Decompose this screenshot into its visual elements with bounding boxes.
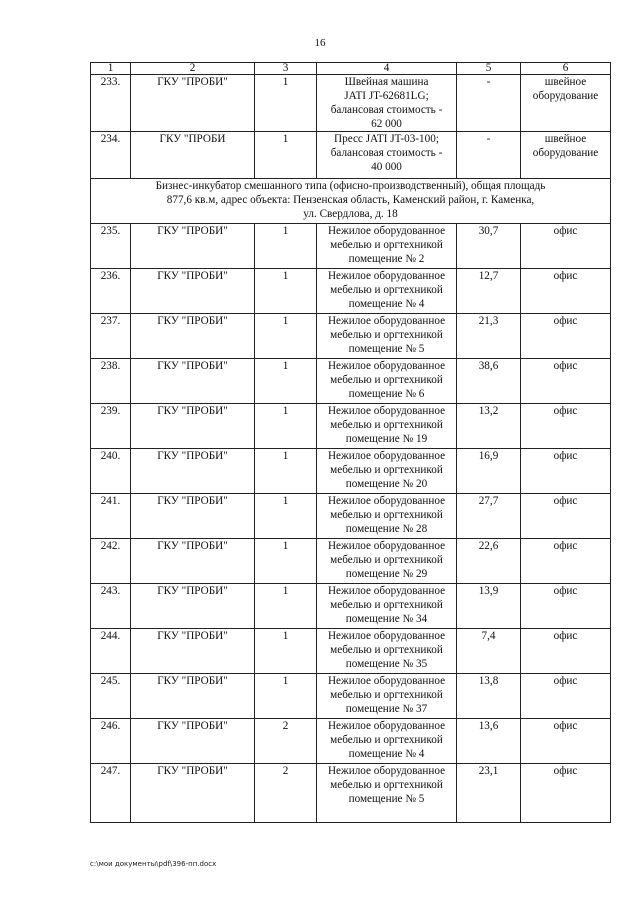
description-cell-line: Пресс JATI JT-03-100;	[334, 133, 439, 145]
row-number-cell: 236.	[91, 269, 131, 314]
purpose-cell	[521, 269, 611, 314]
description-cell	[317, 132, 457, 179]
purpose-cell	[521, 584, 611, 629]
section-title	[91, 179, 611, 224]
description-cell-line: Нежилое оборудованное	[327, 315, 446, 327]
description-cell-line: помещение № 2	[348, 253, 425, 265]
organization-cell: ГКУ "ПРОБИ"	[131, 719, 255, 764]
area-cell: 21,3	[457, 314, 521, 359]
table-row	[91, 75, 611, 132]
description-cell-line: Нежилое оборудованное	[327, 270, 446, 282]
description-cell	[317, 224, 457, 269]
organization-cell: ГКУ "ПРОБИ"	[131, 494, 255, 539]
header-cell: 6	[521, 63, 611, 75]
description-cell-line: мебелью и оргтехникой	[330, 509, 443, 521]
description-cell-line: помещение № 34	[345, 613, 428, 625]
quantity-cell: 1	[255, 584, 317, 629]
description-cell-line: помещение № 19	[345, 433, 428, 445]
purpose-cell-line: швейное	[544, 133, 587, 145]
purpose-cell-line: офис	[553, 675, 578, 687]
area-cell: -	[457, 75, 521, 132]
purpose-cell-line: офис	[553, 495, 578, 507]
header-cell: 3	[255, 63, 317, 75]
purpose-cell-line: оборудование	[532, 147, 599, 159]
organization-cell: ГКУ "ПРОБИ"	[131, 629, 255, 674]
description-cell-line: мебелью и оргтехникой	[330, 329, 443, 341]
purpose-cell-line: офис	[553, 270, 578, 282]
purpose-cell	[521, 132, 611, 179]
description-cell-line: помещение № 4	[348, 298, 425, 310]
area-cell: 13,6	[457, 719, 521, 764]
row-number-cell: 246.	[91, 719, 131, 764]
section-line: 877,6 кв.м, адрес объекта: Пензенская область, Каменский район, г. Каменка,	[166, 194, 535, 206]
header-cell: 1	[91, 63, 131, 75]
area-cell: -	[457, 132, 521, 179]
description-cell-line: Нежилое оборудованное	[327, 675, 446, 687]
purpose-cell	[521, 674, 611, 719]
area-cell: 27,7	[457, 494, 521, 539]
table-row	[91, 674, 611, 719]
purpose-cell-line: офис	[553, 765, 578, 777]
quantity-cell: 1	[255, 75, 317, 132]
table-row	[91, 314, 611, 359]
purpose-cell	[521, 539, 611, 584]
organization-cell: ГКУ "ПРОБИ"	[131, 764, 255, 823]
organization-cell: ГКУ "ПРОБИ"	[131, 449, 255, 494]
description-cell-line: помещение № 28	[345, 523, 428, 535]
purpose-cell-line: офис	[553, 450, 578, 462]
organization-cell: ГКУ "ПРОБИ"	[131, 359, 255, 404]
table-row	[91, 224, 611, 269]
description-cell-line: Нежилое оборудованное	[327, 630, 446, 642]
table-row	[91, 539, 611, 584]
purpose-cell	[521, 764, 611, 823]
description-cell	[317, 449, 457, 494]
property-table	[90, 62, 611, 823]
purpose-cell-line: офис	[553, 720, 578, 732]
purpose-cell	[521, 314, 611, 359]
description-cell-line: Нежилое оборудованное	[327, 495, 446, 507]
purpose-cell-line: офис	[553, 585, 578, 597]
description-cell-line: Нежилое оборудованное	[327, 765, 446, 777]
purpose-cell-line: швейное	[544, 76, 587, 88]
quantity-cell: 1	[255, 224, 317, 269]
description-cell-line: мебелью и оргтехникой	[330, 374, 443, 386]
purpose-cell-line: офис	[553, 405, 578, 417]
description-cell-line: помещение № 5	[348, 343, 425, 355]
description-cell-line: Швейная машина	[344, 76, 429, 88]
area-cell: 22,6	[457, 539, 521, 584]
row-number-cell: 247.	[91, 764, 131, 823]
description-cell-line: помещение № 5	[348, 793, 425, 805]
row-number-cell: 239.	[91, 404, 131, 449]
purpose-cell	[521, 359, 611, 404]
purpose-cell-line: офис	[553, 225, 578, 237]
quantity-cell: 1	[255, 359, 317, 404]
description-cell	[317, 314, 457, 359]
organization-cell: ГКУ "ПРОБИ"	[131, 314, 255, 359]
table-row	[91, 359, 611, 404]
row-number-cell: 233.	[91, 75, 131, 132]
description-cell-line: помещение № 6	[348, 388, 425, 400]
table-row	[91, 719, 611, 764]
description-cell-line: 62 000	[371, 118, 402, 130]
area-cell: 16,9	[457, 449, 521, 494]
area-cell: 38,6	[457, 359, 521, 404]
description-cell-line: балансовая стоимость -	[330, 147, 443, 159]
description-cell	[317, 584, 457, 629]
quantity-cell: 2	[255, 764, 317, 823]
description-cell-line: мебелью и оргтехникой	[330, 284, 443, 296]
organization-cell: ГКУ "ПРОБИ"	[131, 404, 255, 449]
row-number-cell: 242.	[91, 539, 131, 584]
description-cell	[317, 494, 457, 539]
description-cell	[317, 75, 457, 132]
area-cell: 12,7	[457, 269, 521, 314]
table-row	[91, 132, 611, 179]
table-row	[91, 629, 611, 674]
header-cell: 2	[131, 63, 255, 75]
description-cell-line: мебелью и оргтехникой	[330, 689, 443, 701]
description-cell-line: JATI JT-62681LG;	[344, 90, 429, 102]
description-cell-line: балансовая стоимость -	[330, 104, 443, 116]
quantity-cell: 1	[255, 674, 317, 719]
description-cell	[317, 719, 457, 764]
description-cell	[317, 269, 457, 314]
purpose-cell-line: оборудование	[532, 90, 599, 102]
description-cell-line: Нежилое оборудованное	[327, 360, 446, 372]
organization-cell: ГКУ "ПРОБИ"	[131, 75, 255, 132]
header-row	[91, 63, 611, 75]
description-cell-line: мебелью и оргтехникой	[330, 239, 443, 251]
section-line: ул. Свердлова, д. 18	[303, 208, 398, 220]
row-number-cell: 237.	[91, 314, 131, 359]
purpose-cell-line: офис	[553, 630, 578, 642]
description-cell-line: помещение № 37	[345, 703, 428, 715]
file-path-footer: c:\мои документы\pdf\396-пп.docx	[90, 860, 217, 868]
area-cell: 13,9	[457, 584, 521, 629]
purpose-cell-line: офис	[553, 540, 578, 552]
purpose-cell	[521, 449, 611, 494]
row-number-cell: 241.	[91, 494, 131, 539]
description-cell-line: Нежилое оборудованное	[327, 225, 446, 237]
table-row	[91, 584, 611, 629]
purpose-cell	[521, 494, 611, 539]
area-cell: 13,2	[457, 404, 521, 449]
quantity-cell: 1	[255, 404, 317, 449]
table-row	[91, 764, 611, 823]
description-cell-line: помещение № 29	[345, 568, 428, 580]
description-cell-line: мебелью и оргтехникой	[330, 554, 443, 566]
description-cell-line: Нежилое оборудованное	[327, 450, 446, 462]
purpose-cell	[521, 629, 611, 674]
organization-cell: ГКУ "ПРОБИ"	[131, 539, 255, 584]
row-number-cell: 240.	[91, 449, 131, 494]
purpose-cell	[521, 75, 611, 132]
quantity-cell: 1	[255, 269, 317, 314]
description-cell-line: помещение № 20	[345, 478, 428, 490]
table-row	[91, 494, 611, 539]
purpose-cell-line: офис	[553, 315, 578, 327]
description-cell-line: Нежилое оборудованное	[327, 585, 446, 597]
purpose-cell	[521, 404, 611, 449]
purpose-cell-line: офис	[553, 360, 578, 372]
header-cell: 5	[457, 63, 521, 75]
row-number-cell: 238.	[91, 359, 131, 404]
description-cell-line: мебелью и оргтехникой	[330, 779, 443, 791]
table-row	[91, 404, 611, 449]
description-cell	[317, 764, 457, 823]
quantity-cell: 1	[255, 314, 317, 359]
description-cell-line: мебелью и оргтехникой	[330, 464, 443, 476]
quantity-cell: 1	[255, 629, 317, 674]
purpose-cell	[521, 719, 611, 764]
quantity-cell: 1	[255, 132, 317, 179]
description-cell-line: мебелью и оргтехникой	[330, 599, 443, 611]
purpose-cell	[521, 224, 611, 269]
row-number-cell: 234.	[91, 132, 131, 179]
organization-cell: ГКУ "ПРОБИ"	[131, 269, 255, 314]
table-row	[91, 269, 611, 314]
description-cell-line: 40 000	[371, 161, 402, 173]
description-cell-line: мебелью и оргтехникой	[330, 644, 443, 656]
area-cell: 7,4	[457, 629, 521, 674]
page-number: 16	[314, 37, 326, 49]
quantity-cell: 1	[255, 539, 317, 584]
organization-cell: ГКУ "ПРОБИ"	[131, 674, 255, 719]
description-cell	[317, 359, 457, 404]
area-cell: 30,7	[457, 224, 521, 269]
description-cell	[317, 539, 457, 584]
row-number-cell: 244.	[91, 629, 131, 674]
description-cell	[317, 674, 457, 719]
organization-cell: ГКУ "ПРОБИ"	[131, 584, 255, 629]
section-row	[91, 179, 611, 224]
description-cell	[317, 404, 457, 449]
quantity-cell: 1	[255, 449, 317, 494]
description-cell-line: Нежилое оборудованное	[327, 540, 446, 552]
section-line: Бизнес-инкубатор смешанного типа (офисно-производственный), общая площадь	[155, 180, 546, 192]
header-cell: 4	[317, 63, 457, 75]
description-cell-line: мебелью и оргтехникой	[330, 734, 443, 746]
description-cell-line: Нежилое оборудованное	[327, 405, 446, 417]
description-cell-line: Нежилое оборудованное	[327, 720, 446, 732]
row-number-cell: 243.	[91, 584, 131, 629]
description-cell-line: помещение № 4	[348, 748, 425, 760]
organization-cell: ГКУ "ПРОБИ	[131, 132, 255, 179]
description-cell-line: мебелью и оргтехникой	[330, 419, 443, 431]
quantity-cell: 2	[255, 719, 317, 764]
description-cell-line: помещение № 35	[345, 658, 428, 670]
area-cell: 13,8	[457, 674, 521, 719]
table-row	[91, 449, 611, 494]
row-number-cell: 235.	[91, 224, 131, 269]
quantity-cell: 1	[255, 494, 317, 539]
row-number-cell: 245.	[91, 674, 131, 719]
description-cell	[317, 629, 457, 674]
organization-cell: ГКУ "ПРОБИ"	[131, 224, 255, 269]
area-cell: 23,1	[457, 764, 521, 823]
